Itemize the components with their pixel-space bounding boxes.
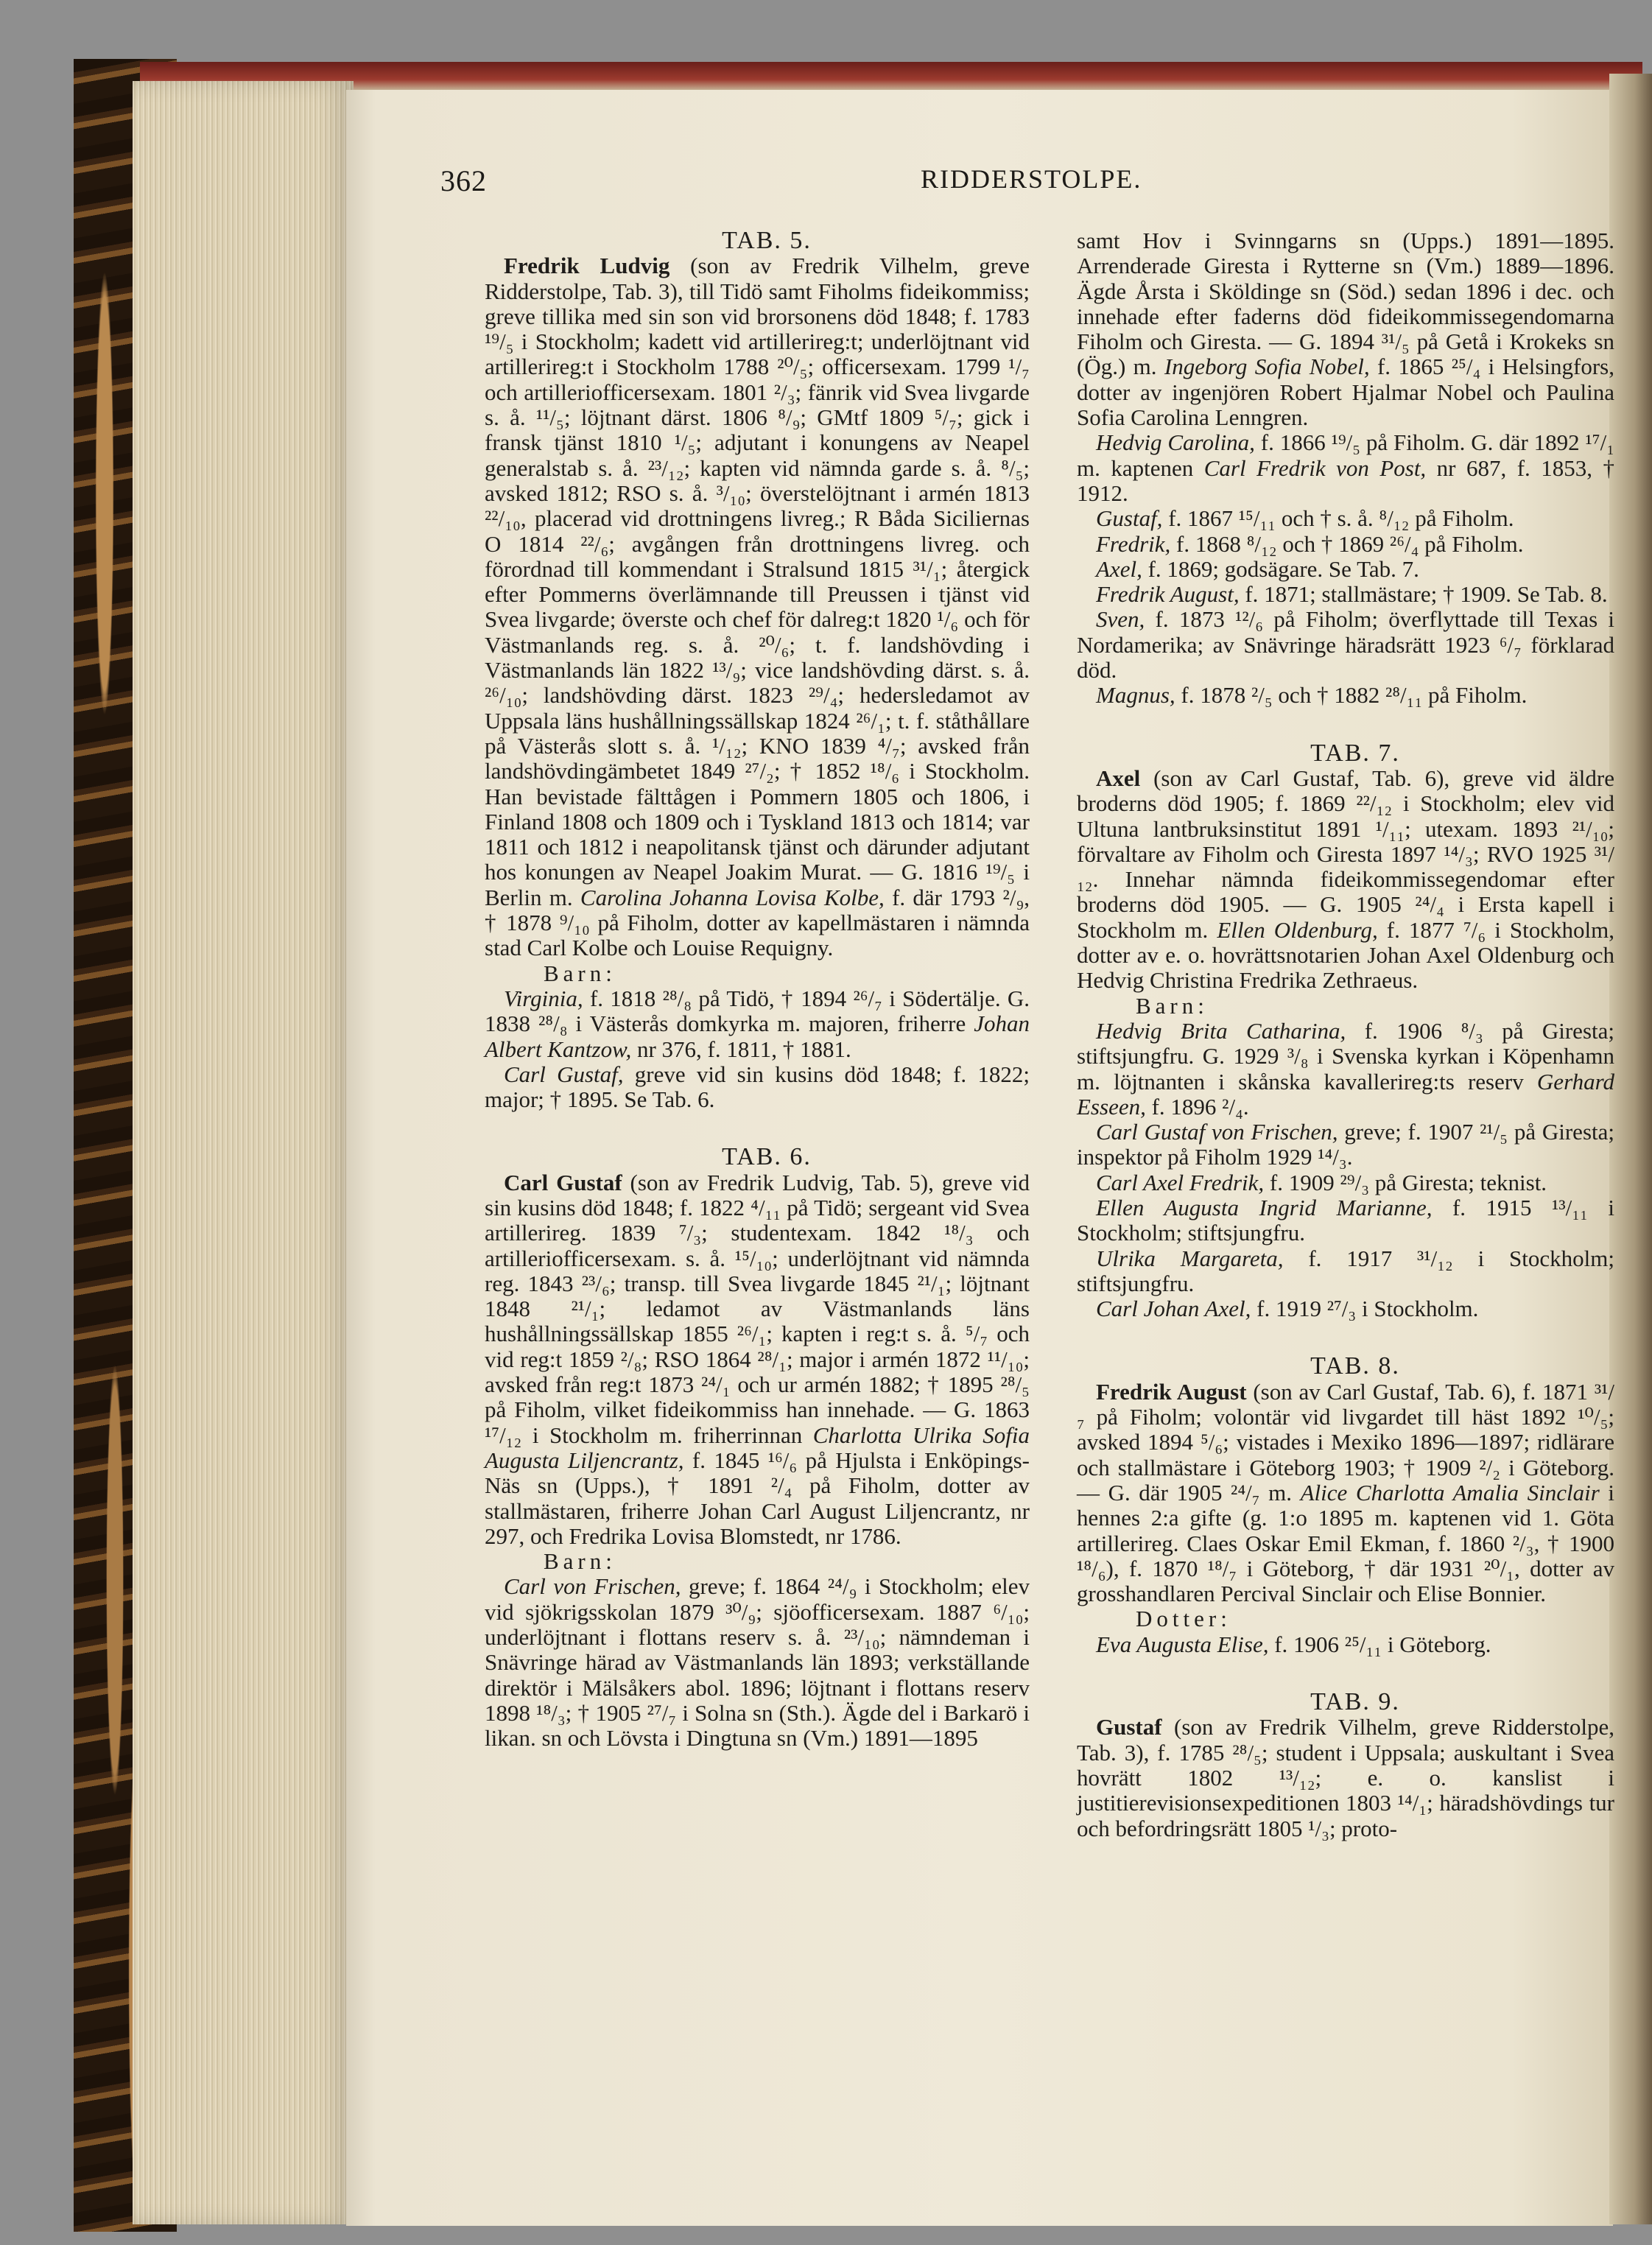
tab6-barn-label: Barn: [544, 1548, 616, 1575]
tab5-child [485, 986, 1030, 1062]
tab8-daughter-name: Eva Augusta Elise, [1096, 1631, 1269, 1657]
tab5-heading: TAB. 5. [722, 227, 812, 254]
tab8-spouse: Alice Charlotta Amalia Sinclair [1300, 1479, 1600, 1506]
tab9-heading: TAB. 9. [1310, 1688, 1400, 1716]
child-spouse: Gerhard Esseen, [1077, 1068, 1614, 1120]
tab6-heading: TAB. 6. [722, 1143, 812, 1171]
tab7-barn-label: Barn: [1136, 992, 1209, 1019]
tab5-barn-label: Barn: [544, 960, 616, 986]
cont-spouse: Ingeborg Sofia Nobel, [1164, 354, 1370, 380]
tab5-entry [485, 253, 1030, 960]
child-text: f. 1915 ¹³/₁₁ i Stockholm; stiftsjungfru. [1077, 1194, 1614, 1246]
child-text: f. 1871; stallmästare; † 1909. Se Tab. 8. [1245, 581, 1608, 608]
child-text: f. 1909 ²⁹/₃ på Giresta; teknist. [1269, 1169, 1547, 1195]
tab6-child [1077, 430, 1614, 506]
child-name: Hedvig Brita Catharina, [1096, 1017, 1346, 1044]
tab6-child [1077, 683, 1614, 708]
child-tail: f. 1896 ²/₄. [1151, 1093, 1249, 1120]
page-number: 362 [440, 164, 487, 197]
tab5-child2-name: Carl Gustaf, [504, 1061, 624, 1087]
child-text: f. 1906 ⁸/₃ på Giresta; stiftsjungfru. G. 1929 ³/₈ i Svenska kyrkan i Köpenhamn m. löjtnanten i skånska kavallerireg:ts reserv [1077, 1017, 1614, 1095]
child-name: Ellen Augusta Ingrid Marianne, [1096, 1194, 1433, 1220]
tab5-name: Fredrik Ludvig [504, 253, 670, 279]
facing-page-edge [1609, 74, 1652, 2224]
running-head: RIDDERSTOLPE. [921, 164, 1142, 194]
left-column [485, 228, 1030, 1752]
tab7-heading: TAB. 7. [1310, 739, 1400, 767]
child-name: Carl Gustaf von Frischen, [1096, 1119, 1338, 1145]
child-name: Axel, [1096, 555, 1142, 582]
page-stack [133, 81, 354, 2224]
child-text: f. 1868 ⁸/₁₂ och † 1869 ²⁶/₄ på Fiholm. [1176, 530, 1524, 557]
tab9-text: (son av Fredrik Vilhelm, greve Ridderstolpe, Tab. 3), f. 1785 ²⁸/₅; student i Uppsala; auskultant i Svea hovrätt 1802 ¹³/₁₂; e. o. kanslist i justitierevisionsexpeditionen 1803 ¹⁴/₁; häradshövdings tur och befordringsrätt 1805 ¹/₃; proto- [1077, 1714, 1614, 1841]
child-name: Ulrika Margareta, [1096, 1245, 1284, 1271]
right-column [1077, 228, 1614, 1841]
child-name: Fredrik August, [1096, 581, 1240, 608]
tab9-name: Gustaf [1096, 1714, 1162, 1740]
tab6-text: (son av Fredrik Ludvig, Tab. 5), greve vid sin kusins död 1848; f. 1822 ⁴/₁₁ på Tidö; sergeant vid Svea artillerireg. 1839 ⁷/₃; studentexam. 1842 ¹⁸/₃ och artilleriofficersexam. s. å. ¹⁵/₁₀; underlöjtnant vid nämnda reg. 1843 ²³/₆; transp. till Svea livgarde 1845 ²¹/₁; löjtnant 1848 ²¹/₁; ledamot av Västmanlands läns hushållningssällskap 1855 ²⁶/₁; kapten i reg:t s. å. ⁵/₇ och vid reg:t 1859 ²/₈; RSO 1864 ²⁸/₁; major i armén 1872 ¹¹/₁₀; avsked från reg:t 1873 ²⁴/₁ och ur armén 1882; † 1895 ²⁸/₅ på Fiholm, vilket fideikommiss han innehade. — G. 1863 ¹⁷/₁₂ i Stockholm m. friherrinnan [485, 1169, 1030, 1448]
tab7-child [1077, 1120, 1614, 1170]
cont-spouse-text: f. 1865 ²⁵/₄ i Helsingfors, dotter av ingenjören Robert Hjalmar Nobel och Paulina Sofia Carolina Lenngren. [1077, 354, 1614, 431]
cont-text: samt Hov i Svinngarns sn (Upps.) 1891—1895. Arrenderade Giresta i Rytterne sn (Vm.) 1889—1896. Ägde Årsta i Sköldinge sn (Söd.) sedan 1896 i dec. och innehade efter faderns död fideikommissegendomarna Fiholm och Giresta. — G. 1894 ³¹/₅ på Getå i Krokeks sn (Ög.) m. [1077, 228, 1614, 380]
child-text: f. 1869; godsägare. Se Tab. 7. [1147, 555, 1419, 582]
tab6-child [485, 1574, 1030, 1751]
tab5-child [485, 1062, 1030, 1113]
child-text: greve; f. 1907 ²¹/₅ på Giresta; inspektor på Fiholm 1929 ¹⁴/₃. [1077, 1119, 1614, 1170]
tab6-child [1077, 557, 1614, 582]
child-name: Sven, [1096, 606, 1145, 633]
tab5-spouse-text: f. där 1793 ²/₉, † 1878 ⁹/₁₀ på Fiholm, dotter av kapellmästaren i nämnda stad Carl Kolbe och Louise Requigny. [485, 884, 1030, 961]
child-tail: nr 687, f. 1853, † 1912. [1077, 454, 1614, 506]
tab6-entry [485, 1170, 1030, 1549]
child-text: f. 1917 ³¹/₁₂ i Stockholm; stiftsjungfru. [1077, 1245, 1614, 1296]
child-text: f. 1867 ¹⁵/₁₁ och † s. å. ⁸/₁₂ på Fiholm. [1168, 505, 1514, 532]
tab7-name: Axel [1096, 765, 1141, 791]
tab5-child1-name: Virginia, [504, 985, 583, 1011]
tab8-daughter-text: f. 1906 ²⁵/₁₁ i Göteborg. [1274, 1631, 1491, 1657]
tab8-spouse-text: i hennes 2:a gifte (g. 1:o 1895 m. kaptenen vid 1. Göta artillerireg. Claes Oskar Emil Ekman, f. 1860 ²/₃, † 1900 ¹⁸/₆), f. 1870 ¹⁸/₇ i Göteborg, † där 1931 ²⁰/₁, dotter av grosshandlaren Percival Sinclair och Elise Bonnier. [1077, 1479, 1615, 1607]
child-text: f. 1866 ¹⁹/₅ på Fiholm. G. där 1892 ¹⁷/₁ m. kaptenen [1077, 429, 1614, 481]
tab7-child [1077, 1170, 1614, 1195]
tab6-name: Carl Gustaf [504, 1169, 622, 1195]
tab6-child [1077, 506, 1614, 531]
tab7-child [1077, 1246, 1614, 1297]
tab7-spouse: Ellen Oldenburg, [1217, 916, 1378, 943]
child-name: Hedvig Carolina, [1096, 429, 1255, 456]
child-name: Gustaf, [1096, 505, 1163, 532]
tab5-child1-tail: nr 376, f. 1811, † 1881. [636, 1036, 851, 1062]
child-spouse: Carl Fredrik von Post, [1203, 454, 1427, 481]
tab6-child1-name: Carl von Frischen, [504, 1573, 681, 1600]
child-text: f. 1878 ²/₅ och † 1882 ²⁸/₁₁ på Fiholm. [1181, 682, 1528, 709]
tab5-child2-text: greve vid sin kusins död 1848; f. 1822; major; † 1895. Se Tab. 6. [485, 1061, 1030, 1113]
tab5-spouse: Carolina Johanna Lovisa Kolbe, [580, 884, 885, 910]
tab8-dotter-label: Dotter: [1136, 1606, 1231, 1632]
tab6-spouse: Charlotta Ulrika Sofia Augusta Liljencrantz, [485, 1422, 1030, 1473]
tab5-text: (son av Fredrik Vilhelm, greve Ridderstolpe, Tab. 3), till Tidö samt Fiholms fideikommiss; greve tillika med sin son vid brorsonens död 1848; f. 1783 ¹⁹/₅ i Stockholm; kadett vid artillerireg:t; underlöjtnant vid artillerireg:t i Stockholm 1788 ²⁰/₅; officersexam. 1799 ¹/₇ och artilleriofficersexam. 1801 ²/₃; fänrik vid Svea livgarde s. å. ¹¹/₅; löjtnant därst. 1806 ⁸/₉; GMtf 1809 ⁵/₇; gick i fransk tjänst 1810 ¹/₅; adjutant i konungens av Neapel generalstab s. å. ²³/₁₂; kapten vid nämnda garde s. å. ⁸/₅; avsked 1812; RSO s. å. ³/₁₀; överstelöjtnant i armén 1813 ²²/₁₀, placerad vid drottningens livreg.; R Båda Siciliernas O 1814 ²²/₆; avgången från drottningens livreg. och förordnad till kommendant i Stralsund 1815 ³¹/₁; återgick efter Pommerns överlämnande till Preussen i tjänst vid Svea livgarde; överste och chef för dalreg:t 1820 ¹/₆ och för Västmanlands reg. s. å. ²⁰/₆; t. f. landshövding i Västmanlands län 1822 ¹³/₉; vice landshövding därst. s. å. ²⁶/₁₀; landshövding därst. 1823 ²⁹/₄; hedersledamot av Uppsala läns hushållningssällskap 1824 ²⁶/₁; t. f. ståthållare på Västerås slott s. å. ¹/₁₂; KNO 1839 ⁴/₇; avsked från landshövdingämbetet 1849 ²⁷/₂; † 1852 ¹⁸/₆ i Stockholm. Han bevistade fälttågen i Pommern 1805 och 1806, i Finland 1808 och 1809 och i Tyskland 1813 och 1814; var 1811 och 1812 i neapolitansk tjänst och därunder adjutant hos konungen av Neapel Joakim Murat. — G. 1816 ¹⁹/₅ i Berlin m. [485, 253, 1030, 910]
tab8-name: Fredrik August [1096, 1378, 1247, 1405]
book-edge-top [140, 62, 1642, 91]
child-name: Fredrik, [1096, 530, 1171, 557]
tab7-spouse-text: f. 1877 ⁷/₆ i Stockholm, dotter av e. o. hovrättsnotarien Johan Axel Oldenburg och Hedvig Christina Fredrika Zethraeus. [1077, 916, 1615, 994]
tab7-child [1077, 1296, 1614, 1321]
tab9-entry [1077, 1715, 1614, 1841]
tab7-entry [1077, 766, 1614, 994]
child-text: f. 1919 ²⁷/₃ i Stockholm. [1256, 1296, 1479, 1322]
tab6-child [1077, 607, 1614, 683]
child-text: f. 1873 ¹²/₆ på Fiholm; överflyttade till Texas i Nordamerika; av Snävringe häradsrätt 1923 ⁶/₇ förklarad död. [1077, 606, 1615, 684]
tab7-text: (son av Carl Gustaf, Tab. 6), greve vid äldre broderns död 1905; f. 1869 ²²/₁₂ i Stockholm; elev vid Ultuna lantbruksinstitut 1891 ¹/₁₁; utexam. 1893 ²¹/₁₀; förvaltare av Fiholm och Giresta 1897 ¹⁴/₃; RVO 1925 ³¹/₁₂. Innehar nämnda fideikommissegendomar efter broderns död 1905. — G. 1905 ²⁴/₄ i Ersta kapell i Stockholm m. [1077, 765, 1615, 943]
tab6-child1-text: greve; f. 1864 ²⁴/₉ i Stockholm; elev vid sjökrigsskolan 1879 ³⁰/₉; sjöofficersexam. 1887 ⁶/₁₀; underlöjtnant i flottans reserv s. å. ²³/₁₀; nämndeman i Snävringe härad av Västmanlands län 1893; verkställande direktör i Mälsåkers abol. 1896; löjtnant i flottans reserv 1898 ¹⁸/₃; † 1905 ²⁷/₇ i Solna sn (Sth.). Ägde del i Barkarö i likan. sn och Lövsta i Dingtuna sn (Vm.) 1891—1895 [485, 1573, 1030, 1752]
tab7-child [1077, 1019, 1614, 1120]
tab6-child [1077, 532, 1614, 557]
tab8-heading: TAB. 8. [1310, 1352, 1400, 1380]
child-name: Magnus, [1096, 682, 1175, 709]
tab8-entry [1077, 1380, 1614, 1607]
tab8-daughter [1077, 1632, 1614, 1657]
tab6-child [1077, 582, 1614, 607]
tab7-child [1077, 1195, 1614, 1246]
tab8-text: (son av Carl Gustaf, Tab. 6), f. 1871 ³¹/₇ på Fiholm; volontär vid livgardet till häst 1892 ¹⁰/₅; avsked 1894 ⁵/₆; vistades i Mexiko 1896—1897; ridlärare och stallmästare i Göteborg 1903; † 1909 ²/₂ i Göteborg. — G. där 1905 ²⁴/₇ m. [1077, 1378, 1615, 1506]
child-name: Carl Johan Axel, [1096, 1296, 1251, 1322]
tab5-child1-text: f. 1818 ²⁸/₈ på Tidö, † 1894 ²⁶/₇ i Södertälje. G. 1838 ²⁸/₈ i Västerås domkyrka m. majoren, friherre [485, 985, 1030, 1037]
tab5-child1-spouse: Johan Albert Kantzow, [485, 1011, 1030, 1062]
tab6-continuation [1077, 228, 1614, 430]
child-name: Carl Axel Fredrik, [1096, 1169, 1265, 1195]
tab6-spouse-text: f. 1845 ¹⁶/₆ på Hjulsta i Enköpings-Näs sn (Upps.), † 1891 ²/₄ på Fiholm, dotter av stallmästaren, friherre Johan Carl August Liljencrantz, nr 297, och Fredrika Lovisa Blomstedt, nr 1786. [485, 1447, 1030, 1549]
